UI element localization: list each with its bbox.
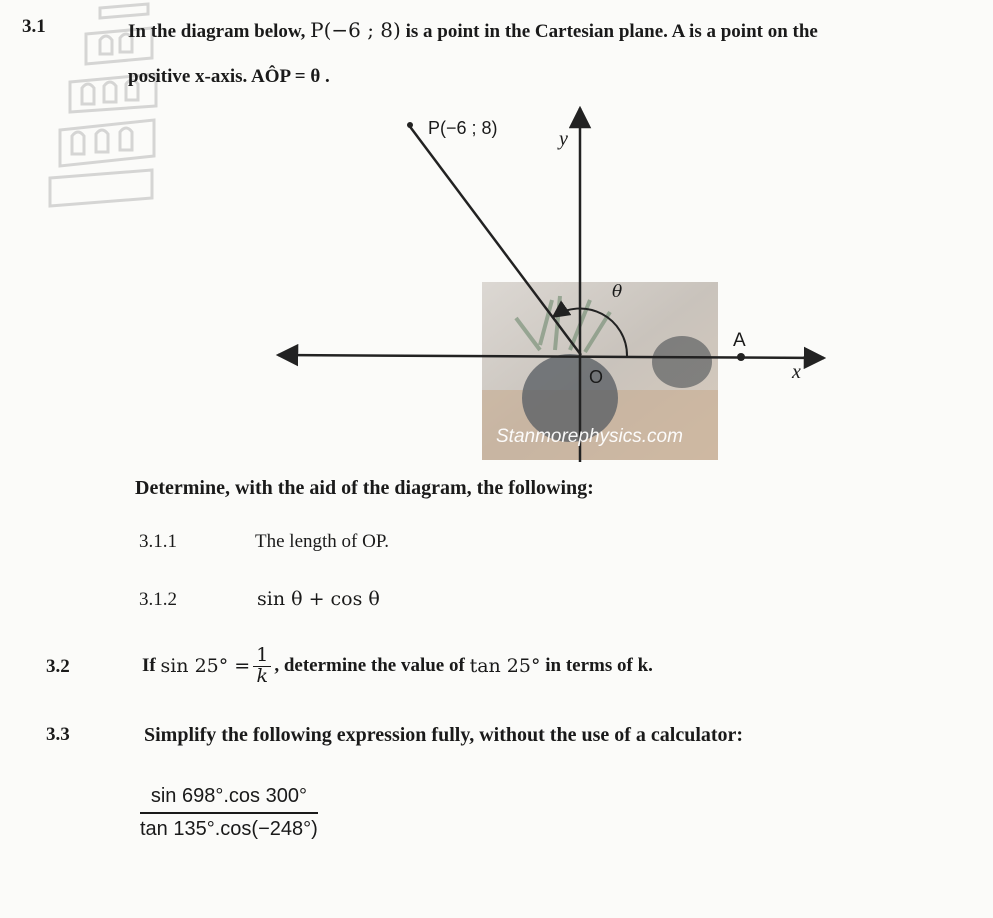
watermark-text: Stanmorephysics.com [496, 426, 683, 447]
point-p-label: P(−6 ; 8) [428, 118, 498, 138]
question-3-2-middle: , determine the value of [274, 655, 465, 676]
x-axis-label: x [792, 361, 801, 383]
expression-denominator: tan 135°.cos(−248°) [140, 818, 318, 840]
fraction-numerator: 1 [253, 646, 271, 667]
question-3-1-line1 [128, 18, 818, 43]
tan-25-expression: tan 25° [469, 655, 541, 677]
question-3-3-text: Simplify the following expression fully, without the use of a calculator: [144, 724, 744, 746]
question-3-2-number: 3.2 [46, 656, 70, 677]
question-3-1-number: 3.1 [22, 16, 46, 37]
question-3-1-line2: positive x-axis. AÔP = θ . [128, 66, 330, 87]
question-3-2-suffix: in terms of k. [545, 655, 653, 676]
point-p-expression: P(−6 ; 8) [310, 18, 401, 42]
question-3-2-prefix: If [142, 655, 156, 676]
instruction-text: Determine, with the aid of the diagram, the following: [135, 477, 594, 499]
question-3-1-suffix: is a point in the Cartesian plane. A is a point on the [405, 21, 818, 42]
question-3-1-2-number: 3.1.2 [139, 589, 177, 610]
origin-label: O [589, 367, 604, 387]
question-3-1-1-number: 3.1.1 [139, 531, 177, 552]
point-a-marker [737, 353, 745, 361]
question-3-1-2-expression: sin θ + cos θ [257, 588, 380, 610]
question-3-1-prefix: In the diagram below, [128, 21, 306, 42]
question-3-2-text [142, 641, 653, 691]
sin-25-expression: sin 25° = [160, 655, 251, 677]
one-over-k-fraction [253, 643, 271, 687]
angle-label: θ [612, 282, 623, 302]
fraction-denominator: k [256, 664, 269, 687]
expression-numerator: sin 698°.cos 300° [140, 785, 318, 814]
y-axis-label: y [559, 128, 568, 150]
question-3-1-1-text: The length of OP. [255, 531, 390, 552]
question-3-3-number: 3.3 [46, 724, 70, 745]
point-a-label: A [733, 330, 746, 351]
trig-expression-fraction [140, 785, 318, 841]
point-p-marker [407, 122, 413, 128]
